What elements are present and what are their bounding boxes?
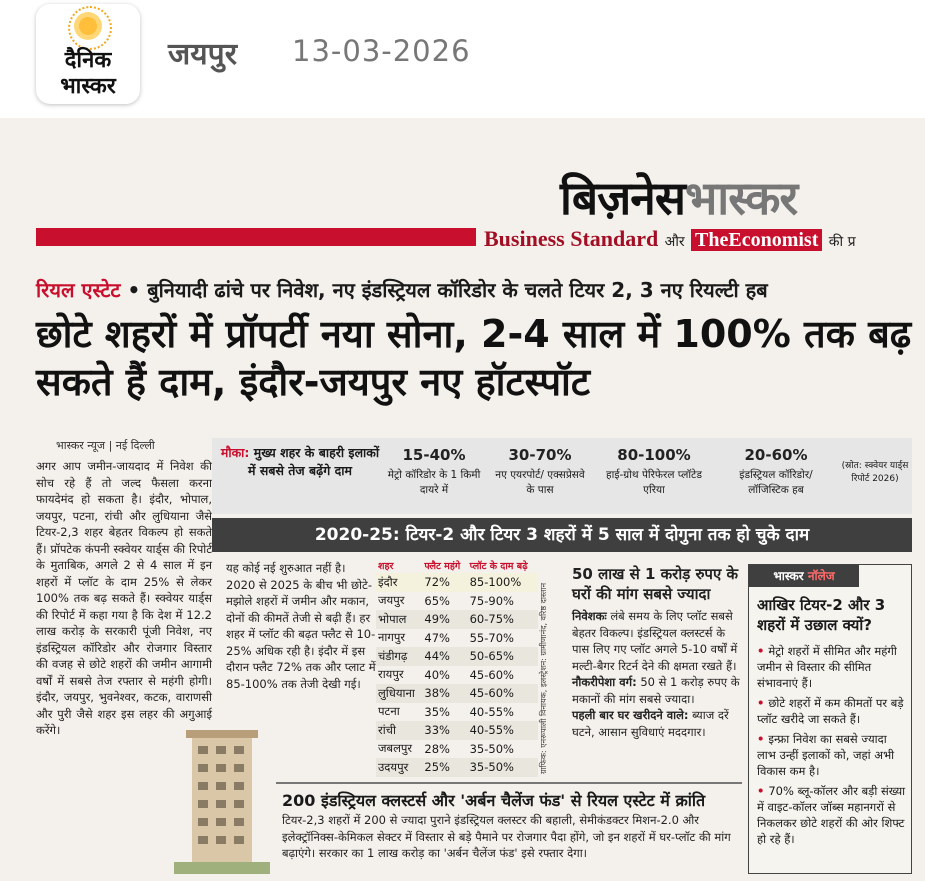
kicker-text: • बुनियादी ढांचे पर निवेश, नए इंडस्ट्रियल कॉरिडोर के चलते टियर 2, 3 नए रियल्टी हब [120,278,768,302]
strip-cell-desc: मेट्रो कॉरिडोर के 1 किमी दायरे में [387,469,481,496]
flat-rise-cell: 72% [422,573,467,592]
knowledge-box [748,564,912,874]
table-row [376,610,538,629]
firsttime-para [572,707,740,740]
city-cell: जयपुर [378,593,405,608]
strip-lead-text: मुख्य शहर के बाहरी इलाकों में सबसे तेज बढ़ेंगे दाम [248,445,380,478]
city-cell: इंदौर [376,573,422,592]
plot-rise-cell: 45-60% [469,667,514,682]
strip-cell [596,446,712,498]
flat-rise-cell: 65% [424,593,450,608]
table-row [376,758,538,777]
flat-rise-cell: 25% [422,758,467,777]
kicker-tag: रियल एस्टेट [36,278,121,302]
masthead-red-rule [36,228,476,246]
flat-rise-cell: 49% [422,610,467,629]
sun-icon [74,12,102,40]
strip-cell-desc: नए एयरपोर्ट/ एक्सप्रेसवे के पास [495,469,585,496]
logo-line2: भास्कर [60,74,116,99]
strip-cell-pct: 15-40% [402,446,466,464]
plot-rise-cell: 75-90% [469,593,514,608]
firsttime-text: ब्याज दरें घटने, आसान सुविधाएं मददगार। [572,708,729,739]
dainik-bhaskar-logo[interactable] [36,4,140,104]
table-header: शहर [378,561,394,572]
building-illustration [174,724,270,874]
plot-rise-cell: 45-60% [468,684,538,703]
strip-cell-pct: 80-100% [617,446,691,464]
edition-date[interactable]: 13-03-2026 [292,34,471,68]
logo-line1: दैनिक [64,48,112,73]
clusters-heading: 200 इंडस्ट्रियल क्लस्टर्स और 'अर्बन चैलेंज फंड' से रियल एस्टेट में क्रांति [282,791,706,810]
strip-source: (स्रोत: स्क्वेयर यार्ड्स रिपोर्ट 2026) [841,461,909,484]
table-row [376,684,538,703]
strip-lead [220,444,380,480]
flat-rise-cell: 28% [424,741,450,756]
city-cell: भोपाल [376,610,422,629]
article-column-1: अगर आप जमीन-जायदाद में निवेश की सोच रहे हैं तो जल्द फैसला करना फायदेमंद हो सकता है। इंदौर, भोपाल, जयपुर, पटना, रांची और लुधियाना जैसे टियर-2,3 शहर बेहतर विकल्प हो सकते हैं। प्रॉपटेक कंपनी स्क्वेयर यार्ड्स की रिपोर्ट के मुताबिक, अगले 2 से 4 साल में इन शहरों में प्लॉट के दाम 25% से लेकर 100% तक बढ़ सकते हैं। स्क्वेयर यार्ड्स की रिपोर्ट में कहा गया है कि देश में 12.2 लाख करोड़ के सरकारी पूंजी निवेश, नए इंडस्ट्रियल कॉरिडोर और रोजगार विस्तार की वजह से छोटे शहरों की जमीन आगामी वर्षों में सबसे तेज रफ्तार से महंगी होगी। इंदौर, जयपुर, भुवनेश्वर, कटक, वाराणसी और पुरी जैसे शहर इस लहर की अगुआई करेंगे। [36,459,212,737]
plot-rise-cell: 55-70% [469,630,514,645]
strip-lead-label: मौका: [220,445,250,460]
knowledge-list [757,643,909,851]
salaried-label: नौकरीपेशा वर्ग: [572,675,637,689]
article-headline: छोटे शहरों में प्रॉपर्टी नया सोना, 2-4 साल में 100% तक बढ़ सकते हैं दाम, इंदौर-जयपुर नए हॉटस्पॉट [36,312,912,404]
table-header: फ्लैट महंगे [424,561,461,572]
graphic-credit: ग्राफिक: एनरूपाली विनायक, इलस्ट्रेशन: ग्रामीणानंद, वरिष्ठ दास्तान [539,582,548,774]
city-cell: पटना [378,704,400,719]
flat-rise-cell: 33% [422,721,467,740]
city-cell: जबलपुर [378,741,413,756]
list-item: • इन्फ्रा निवेश का सबसे ज्यादा लाभ उन्हीं इलाकों को, जहां अभी विकास कम है। [757,731,909,779]
table-row [376,740,538,759]
table-header: प्लॉट के दाम बढ़े [469,561,528,572]
city-cell: रांची [376,721,422,740]
list-item: • 70% ब्लू-कॉलर और बड़ी संख्या में वाइट-कॉलर जॉब्स महानगरों से निकलकर छोटे शहरों की ओर शिफ्ट हो रहे हैं। [757,783,909,847]
plot-rise-cell: 50-65% [468,647,538,666]
article-column-3 [572,564,740,740]
masthead-title-b: भास्कर [684,171,798,225]
knowledge-tag [749,565,859,587]
app-header [0,0,925,118]
flat-rise-cell: 40% [424,667,450,682]
masthead-title-a: बिज़नेस [560,171,685,225]
flat-rise-cell: 38% [422,684,467,703]
growth-banner: 2020-25: टियर-2 और टियर 3 शहरों में 5 साल में दोगुना तक हो चुके दाम [212,518,912,552]
plot-rise-cell: 40-55% [468,721,538,740]
table-row [376,721,538,740]
partner-ki: की प्र [828,234,856,250]
strip-cell-desc: इंडस्ट्रियल कॉरिडोर/ लॉजिस्टिक हब [739,469,813,496]
table-header-row [376,558,538,573]
table-row [376,666,538,685]
edition-city[interactable]: जयपुर [168,37,237,72]
strip-cell-pct: 30-70% [508,446,572,464]
city-cell: चंडीगढ़ [376,647,422,666]
demand-heading: 50 लाख से 1 करोड़ रुपए के घरों की मांग सबसे ज्यादा [572,565,738,603]
flat-rise-cell: 47% [424,630,450,645]
list-item: • मेट्रो शहरों में सीमित और महंगी जमीन से विस्तार की सीमित संभावनाएं हैं। [757,643,909,691]
strip-cell-desc: हाई-ग्रोथ पेरिफेरल प्लॉटेड एरिया [606,469,702,496]
partner-aur: और [664,234,685,250]
list-item: • छोटे शहरों में कम कीमतों पर बड़े प्लॉट खरीदे जा सकते हैं। [757,695,909,727]
plot-rise-cell: 35-50% [468,758,538,777]
plot-rise-cell: 60-75% [468,610,538,629]
strip-cell [490,446,590,498]
city-cell: उदयपुर [376,758,422,777]
knowledge-tag-a: भास्कर [773,569,804,583]
byline: भास्कर न्यूज | नई दिल्ली [56,439,155,452]
partner-business-standard: Business Standard [484,226,659,251]
strip-cell [718,446,834,498]
firsttime-label: पहली बार घर खरीदने वाले: [572,708,689,722]
salaried-para [572,674,740,707]
industrial-clusters-box [276,782,742,874]
section-masthead [560,166,797,228]
strip-cell [384,446,484,498]
plot-rise-cell: 85-100% [468,573,538,592]
strip-cell-pct: 20-60% [744,446,808,464]
table-row [376,629,538,648]
epaper-clipping[interactable] [0,118,925,881]
plot-rise-cell: 35-50% [469,741,514,756]
city-cell: रायपुर [378,667,404,682]
partner-line [484,226,856,252]
flat-rise-cell: 35% [424,704,450,719]
clusters-text: टियर-2,3 शहरों में 200 से ज्यादा पुराने इंडस्ट्रियल क्लस्टर की बहाली, सेमीकंडक्टर मिशन-2.0 और इलेक्ट्रॉनिक्स-केमिकल सेक्टर में विस्तार से बड़े पैमाने पर रोजगार पैदा होंगे, जो इन शहरों में घर-प्लॉट की मांग बढ़ाएंगे। सरकार का 1 लाख करोड़ का 'अर्बन चैलेंज फंड' इसे रफ्तार देगा। [282,813,731,860]
salaried-text: 50 से 1 करोड़ रुपए के मकानों की मांग सबसे ज्यादा। [572,675,740,706]
table-row [376,703,538,722]
article-column-2: यह कोई नई शुरुआत नहीं है। 2020 से 2025 के बीच भी छोटे-मझोले शहरों में जमीन और मकान, दोनों की कीमतें तेजी से बढ़ी हैं। हर शहर में प्लॉट की बढ़त फ्लैट से 10-25% अधिक रही है। इंदौर में इस दौरान फ्लैट 72% तक और प्लाट में 85-100% तक तेजी देखी गई। [226,561,376,691]
flat-rise-cell: 44% [422,647,467,666]
investor-para [572,608,740,674]
city-cell: लुधियाना [376,684,422,703]
price-table [376,558,538,777]
knowledge-heading: आखिर टियर-2 और 3 शहरों में उछाल क्यों? [757,596,886,634]
investor-text: लंबे समय के लिए प्लॉट सबसे बेहतर विकल्प। इंडस्ट्रियल क्लस्टर्स के पास लिए गए प्लॉट अगले 5-10 वर्षों में मल्टी-बैगर रिटर्न देने की क्षमता रखते हैं। [572,609,738,673]
article-kicker [36,276,768,303]
knowledge-tag-b: नॉलेज [803,569,835,583]
plot-rise-cell: 40-55% [469,704,514,719]
partner-economist: TheEconomist [691,229,822,251]
investor-label: निवेशकः [572,609,607,623]
table-row [376,592,538,611]
table-row [376,647,538,666]
table-row [376,573,538,592]
opportunity-strip [212,438,912,514]
city-cell: नागपुर [378,630,406,645]
